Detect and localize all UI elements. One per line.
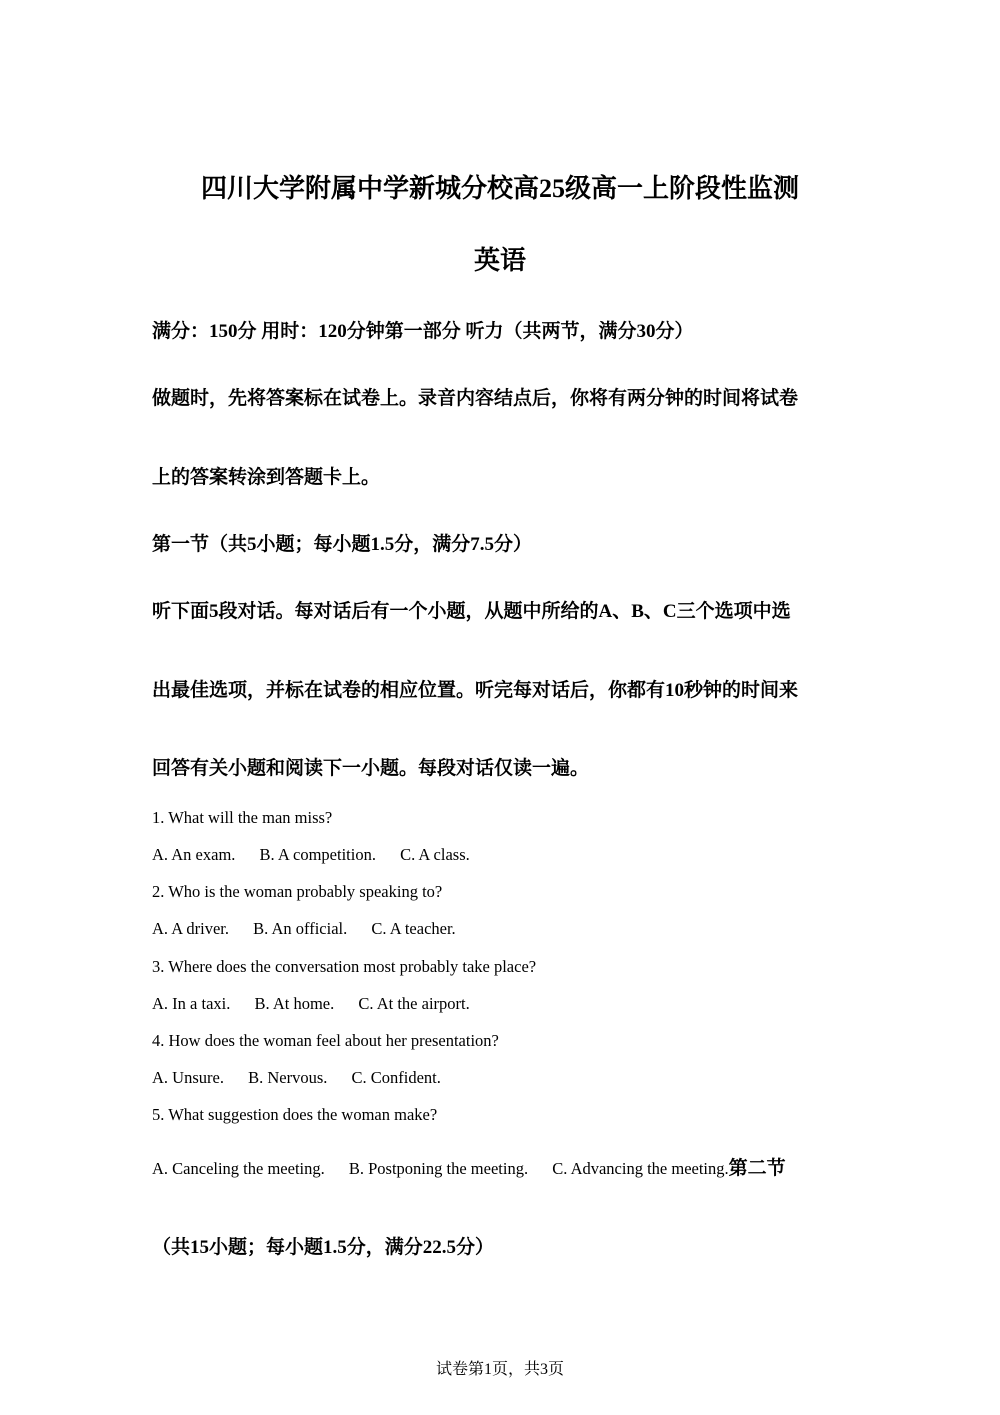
option-3a: A. In a taxi. bbox=[152, 994, 231, 1013]
instruction-line-1: 做题时，先将答案标在试卷上。录音内容结点后，你将有两分钟的时间将试卷 bbox=[152, 388, 799, 409]
question-stem-5: 5. What suggestion does the woman make? bbox=[152, 1105, 438, 1124]
question-stem-3: 3. Where does the conversation most probably take place? bbox=[152, 957, 537, 976]
section1-heading: 第一节（共5小题；每小题1.5分，满分7.5分） bbox=[152, 534, 533, 555]
option-2b: B. An official. bbox=[253, 919, 348, 938]
option-5a: A. Canceling the meeting. bbox=[152, 1159, 325, 1178]
question-stem-1: 1. What will the man miss? bbox=[152, 808, 333, 827]
question-options-3 bbox=[152, 994, 470, 1014]
subject-title: 英语 bbox=[473, 246, 526, 275]
option-3b: B. At home. bbox=[254, 994, 335, 1013]
option-2a: A. A driver. bbox=[152, 919, 229, 938]
section2-heading-part2: （共15小题；每小题1.5分，满分22.5分） bbox=[152, 1237, 495, 1258]
option-1a: A. An exam. bbox=[152, 845, 236, 864]
option-1b: B. A competition. bbox=[259, 845, 376, 864]
section1-directions-2: 出最佳选项，并标在试卷的相应位置。听完每对话后，你都有10秒钟的时间来 bbox=[152, 680, 799, 701]
option-4b: B. Nervous. bbox=[248, 1068, 328, 1087]
option-5c: C. Advancing the meeting. bbox=[552, 1159, 729, 1178]
option-1c: C. A class. bbox=[400, 845, 470, 864]
option-4a: A. Unsure. bbox=[152, 1068, 224, 1087]
question-stem-2: 2. Who is the woman probably speaking to? bbox=[152, 882, 443, 901]
exam-info-line: 满分：150分 用时：120分钟第一部分 听力（共两节，满分30分） bbox=[152, 321, 694, 342]
question-options-2 bbox=[152, 919, 456, 939]
option-5b: B. Postponing the meeting. bbox=[348, 1159, 529, 1178]
page-footer: 试卷第1页，共3页 bbox=[435, 1361, 564, 1378]
section1-directions-1: 听下面5段对话。每对话后有一个小题，从题中所给的A、B、C三个选项中选 bbox=[152, 601, 791, 622]
exam-title: 四川大学附属中学新城分校高25级高一上阶段性监测 bbox=[200, 174, 799, 203]
question-options-5 bbox=[152, 1153, 786, 1180]
question-options-4 bbox=[152, 1068, 441, 1088]
instruction-line-2: 上的答案转涂到答题卡上。 bbox=[152, 467, 381, 488]
section2-heading-part1: 第二节 bbox=[728, 1158, 786, 1179]
section1-directions-3: 回答有关小题和阅读下一小题。每段对话仅读一遍。 bbox=[152, 758, 590, 779]
question-options-1 bbox=[152, 845, 470, 865]
option-2c: C. A teacher. bbox=[371, 919, 456, 938]
option-3c: C. At the airport. bbox=[358, 994, 470, 1013]
option-4c: C. Confident. bbox=[351, 1068, 441, 1087]
question-stem-4: 4. How does the woman feel about her presentation? bbox=[152, 1031, 499, 1050]
